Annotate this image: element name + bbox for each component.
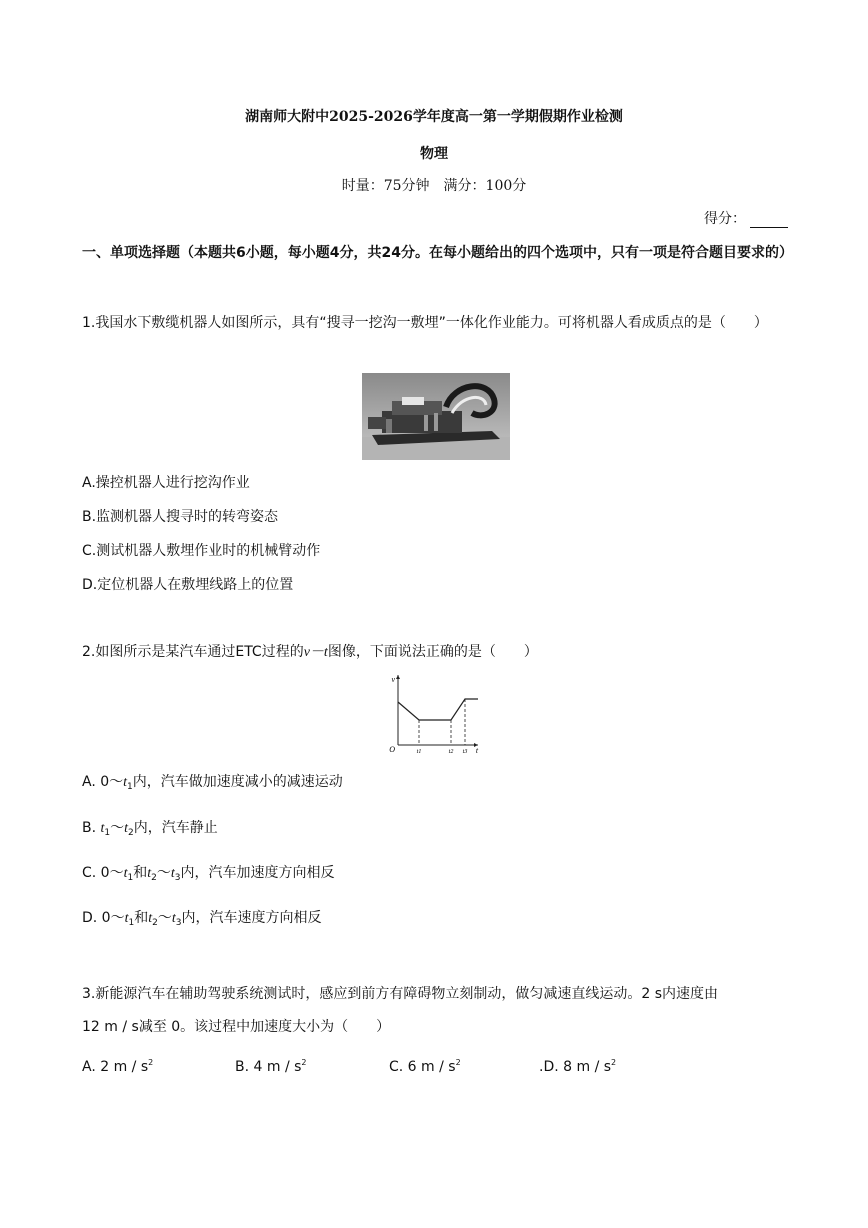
q2-c-sub-1: 1 xyxy=(127,873,134,883)
q2-b-text-2: 内，汽车静止 xyxy=(133,820,218,836)
q3-option-b[interactable] xyxy=(235,1058,307,1075)
q2-option-a[interactable] xyxy=(82,771,343,792)
q3-c-exp: 2 xyxy=(455,1058,461,1067)
q3-b-exp: 2 xyxy=(301,1058,307,1067)
t3-label: t3 xyxy=(462,749,468,755)
q2-stem-variable: v－t xyxy=(303,645,328,660)
question-3-stem-line-2: 12 m / s减至 0。该过程中加速度大小为（ ） xyxy=(82,1019,391,1035)
question-1-stem: 1.我国水下敷缆机器人如图所示，具有“搜寻一挖沟一敷埋”一体化作业能力。可将机器人看成质点的是（ ） xyxy=(82,315,768,331)
q2-d-sub-3: 3 xyxy=(175,918,182,928)
q2-option-c[interactable] xyxy=(82,862,334,883)
t2-label: t2 xyxy=(448,749,454,755)
q3-d-exp: 2 xyxy=(611,1058,617,1067)
q2-d-text-1: D. 0～ xyxy=(82,910,125,926)
q1-option-c[interactable]: C.测试机器人敷埋作业时的机械臂动作 xyxy=(82,543,321,559)
q2-d-sub-2: 2 xyxy=(152,918,158,928)
q2-a-var: t xyxy=(123,775,128,790)
q2-option-d[interactable] xyxy=(82,907,321,928)
q2-d-var-3: t xyxy=(171,911,176,926)
q2-b-var-1: t xyxy=(100,821,105,836)
q2-b-mid: ～ xyxy=(110,820,125,836)
section-1-heading: 一、单项选择题（本题共6小题，每小题4分，共24分。在每小题给出的四个选项中，只有一项是符合题目要求的） xyxy=(82,245,793,261)
score-label: 得分： xyxy=(704,211,746,227)
q2-a-text-2: 内，汽车做加速度减小的减速运动 xyxy=(132,774,343,790)
q2-a-text-1: A. 0～ xyxy=(82,774,124,790)
q2-d-var-2: t xyxy=(148,911,153,926)
q1-option-b[interactable]: B.监测机器人搜寻时的转弯姿态 xyxy=(82,509,279,525)
q2-c-mid-2: ～ xyxy=(156,865,171,881)
question-2-stem xyxy=(82,641,538,661)
v-t-graph xyxy=(381,670,481,755)
q2-stem-text-1: 2.如图所示是某汽车通过ETC过程的 xyxy=(82,644,304,660)
q3-a-text: A. 2 m / s xyxy=(82,1059,149,1075)
q2-c-mid-1: 和 xyxy=(133,865,148,881)
q2-option-b[interactable] xyxy=(82,817,218,838)
q2-b-sub-1: 1 xyxy=(104,828,111,838)
q2-c-sub-2: 2 xyxy=(151,873,157,883)
underwater-robot-photo xyxy=(362,373,510,460)
v-axis-arrow xyxy=(396,675,400,679)
v-axis-label: v xyxy=(391,675,395,684)
q3-c-text: C. 6 m / s xyxy=(389,1059,456,1075)
q2-stem-text-2: 图像，下面说法正确的是（ ） xyxy=(327,644,538,660)
subject-title: 物理 xyxy=(420,146,448,162)
q2-c-sub-3: 3 xyxy=(174,873,181,883)
q2-c-text-2: 内，汽车加速度方向相反 xyxy=(180,865,335,881)
q1-option-d[interactable]: D.定位机器人在敷埋线路上的位置 xyxy=(82,577,294,593)
q2-d-mid-1: 和 xyxy=(134,910,149,926)
q3-a-exp: 2 xyxy=(148,1058,154,1067)
q3-b-text: B. 4 m / s xyxy=(235,1059,302,1075)
score-blank[interactable] xyxy=(750,213,788,228)
t-axis-label: t xyxy=(475,746,479,755)
question-3-stem-line-1: 3.新能源汽车在辅助驾驶系统测试时，感应到前方有障碍物立刻制动，做匀减速直线运动。2 s内速度由 xyxy=(82,986,719,1002)
origin-label: O xyxy=(389,745,395,754)
q3-d-text: .D. 8 m / s xyxy=(539,1059,612,1075)
q2-d-sub-1: 1 xyxy=(128,918,135,928)
t1-label: t1 xyxy=(416,749,422,755)
score-field xyxy=(704,208,788,228)
q3-option-a[interactable] xyxy=(82,1058,153,1075)
q2-c-var-2: t xyxy=(147,866,152,881)
q2-c-var-1: t xyxy=(123,866,128,881)
q2-b-var-2: t xyxy=(124,821,129,836)
exam-title: 湖南师大附中2025-2026学年度高一第一学期假期作业检测 xyxy=(245,109,623,125)
q2-a-sub: 1 xyxy=(127,782,133,792)
q2-b-text-1: B. xyxy=(82,820,101,836)
q2-b-sub-2: 2 xyxy=(128,828,134,838)
q1-option-a[interactable]: A.操控机器人进行挖沟作业 xyxy=(82,475,250,491)
q2-d-var-1: t xyxy=(124,911,129,926)
q2-c-text-1: C. 0～ xyxy=(82,865,124,881)
velocity-curve xyxy=(398,699,478,720)
q3-option-d[interactable] xyxy=(539,1058,616,1075)
q2-d-text-2: 内，汽车速度方向相反 xyxy=(181,910,322,926)
q2-c-var-3: t xyxy=(170,866,175,881)
time-info: 时量：75分钟 满分：100分 xyxy=(341,178,527,194)
q2-d-mid-2: ～ xyxy=(157,910,172,926)
q3-option-c[interactable] xyxy=(389,1058,461,1075)
